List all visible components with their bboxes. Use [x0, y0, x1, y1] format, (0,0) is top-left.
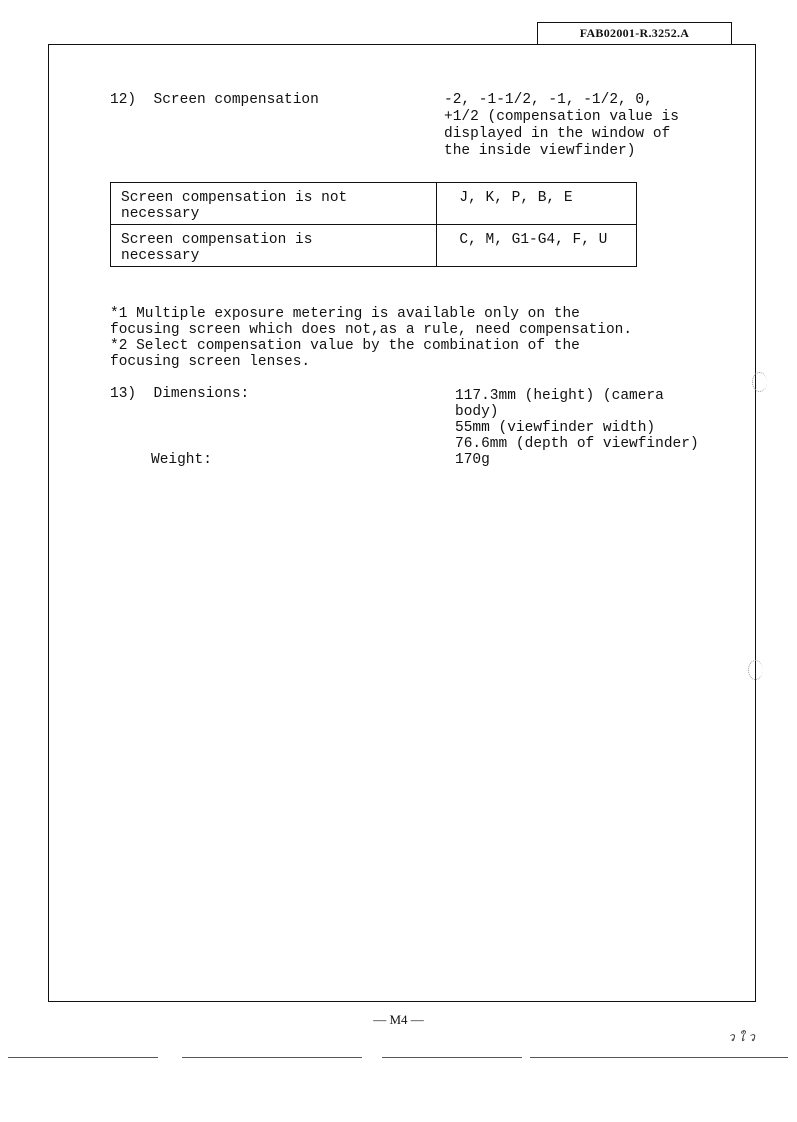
bottom-rule	[182, 1057, 362, 1058]
note-line-3: *2 Select compensation value by the combination of the	[110, 338, 580, 354]
table-cell-condition	[111, 225, 437, 267]
section-12-value-line-3: displayed in the window of	[444, 126, 671, 142]
section-12-value-line-4: the inside viewfinder)	[444, 143, 636, 159]
dimensions-line-3: 55mm (viewfinder width)	[455, 420, 656, 436]
weight-value: 170g	[455, 452, 490, 468]
document-code: FAB02001-R.3252.A	[537, 22, 732, 44]
condition-text: Screen compensation is necessary	[121, 232, 313, 264]
note-line-2: focusing screen which does not,as a rule, need compensation.	[110, 322, 633, 338]
table-cell-condition	[111, 183, 437, 225]
section-12-value-line-2: +1/2 (compensation value is	[444, 109, 679, 125]
section-12-value-line-1: -2, -1-1/2, -1, -1/2, 0,	[444, 92, 653, 108]
page-number: — M4 —	[373, 1012, 424, 1027]
dimensions-line-1: 117.3mm (height) (camera	[455, 388, 664, 404]
screens-text: C, M, G1-G4, F, U	[459, 232, 608, 248]
dimensions-label: 13) Dimensions:	[110, 386, 250, 402]
table-row	[111, 225, 637, 267]
binder-hole-mark	[752, 372, 767, 392]
screens-text: J, K, P, B, E	[459, 190, 573, 206]
dimensions-line-4: 76.6mm (depth of viewfinder)	[455, 436, 699, 452]
bottom-rule	[8, 1057, 158, 1058]
compensation-table	[110, 182, 637, 267]
table-cell-screens	[437, 183, 637, 225]
note-line-4: focusing screen lenses.	[110, 354, 311, 370]
table-cell-screens	[437, 225, 637, 267]
bottom-rule	[382, 1057, 522, 1058]
binder-hole-mark	[748, 660, 763, 680]
condition-text: Screen compensation is not necessary	[121, 190, 348, 222]
dimensions-line-2: body)	[455, 404, 499, 420]
weight-label: Weight:	[151, 452, 212, 468]
handwritten-mark: ว ใ ว	[728, 1030, 755, 1044]
bottom-rule	[530, 1057, 788, 1058]
table-row	[111, 183, 637, 225]
note-line-1: *1 Multiple exposure metering is available only on the	[110, 306, 580, 322]
section-12-label: 12) Screen compensation	[110, 92, 319, 108]
